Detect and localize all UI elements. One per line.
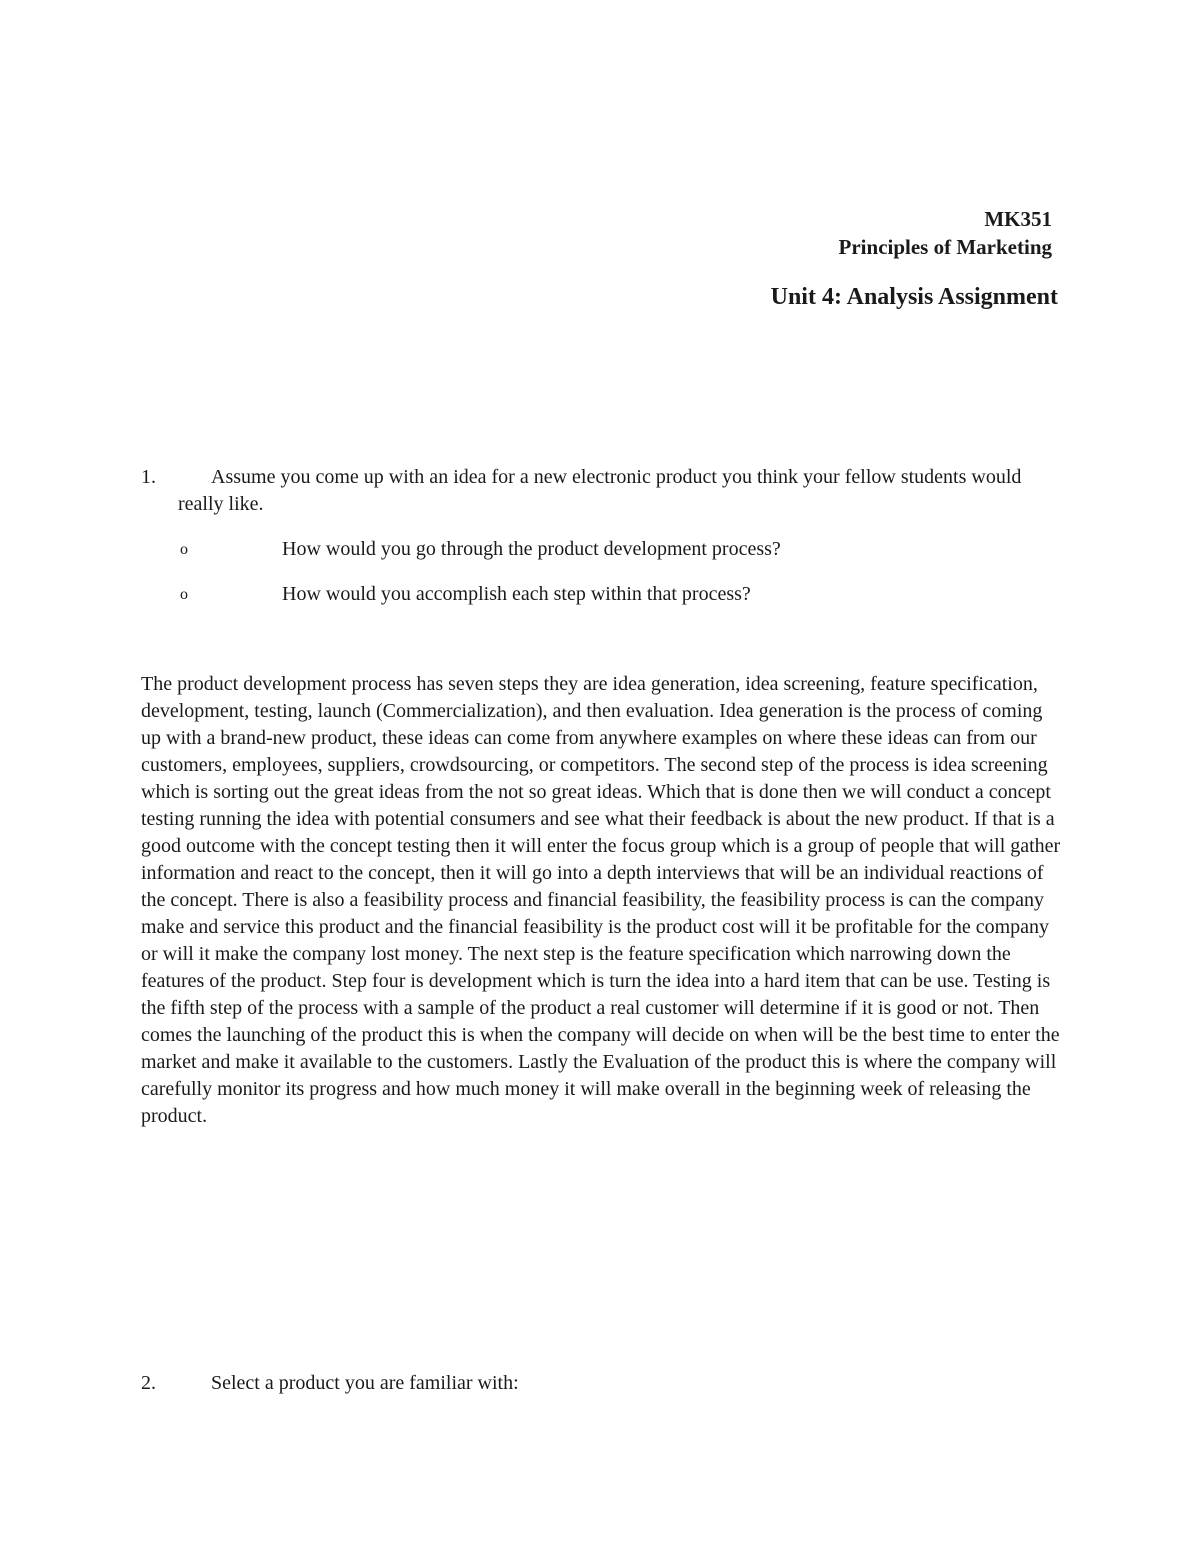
- bullet-icon: o: [180, 541, 188, 558]
- answer-paragraph: The product development process has seven steps they are idea generation, idea screening, feature specification, development, testing, launch (Commercialization), and then evaluation. Idea generation is the process of coming up with a brand-new product, these ideas can come from anywhere examples on where these ideas can from our customers, employees, suppliers, crowdsourcing, or competitors. The second step of the process is idea screening which is sorting out the great ideas from the not so great ideas. Which that is done then we will conduct a concept testing running the idea with potential consumers and see what their feedback is about the new product. If that is a good outcome with the concept testing then it will enter the focus group which is a group of people that will gather information and react to the concept, then it will go into a depth interviews that will be an individual reactions of the concept. There is also a feasibility process and financial feasibility, the feasibility process is can the company make and service this product and the financial feasibility is the product cost will it be profitable for the company or will it make the company lost money. The next step is the feature specification which narrowing down the features of the product. Step four is development which is turn the idea into a hard item that can be use. Testing is the fifth step of the process with a sample of the product a real customer will determine if it is good or not. Then comes the launching of the product this is when the company will decide on when will be the best time to enter the market and make it available to the customers. Lastly the Evaluation of the product this is where the company will carefully monitor its progress and how much money it will make overall in the beginning week of releasing the product.: [141, 673, 1061, 1127]
- bullet-icon: o: [180, 586, 188, 603]
- question-1: [141, 464, 1061, 518]
- question-number: 2.: [141, 1372, 156, 1394]
- assignment-title: Unit 4: Analysis Assignment: [770, 284, 1058, 310]
- course-code: MK351: [984, 207, 1052, 231]
- sub-item-text: How would you go through the product development process?: [282, 538, 781, 560]
- question-text: Select a product you are familiar with:: [211, 1372, 519, 1394]
- question-number: 1.: [141, 466, 156, 488]
- question-text: Assume you come up with an idea for a new electronic product you think your fellow students would really like.: [178, 466, 1022, 515]
- course-name: Principles of Marketing: [838, 235, 1052, 259]
- question-2: [141, 1370, 1061, 1397]
- sub-item-text: How would you accomplish each step within that process?: [282, 583, 751, 605]
